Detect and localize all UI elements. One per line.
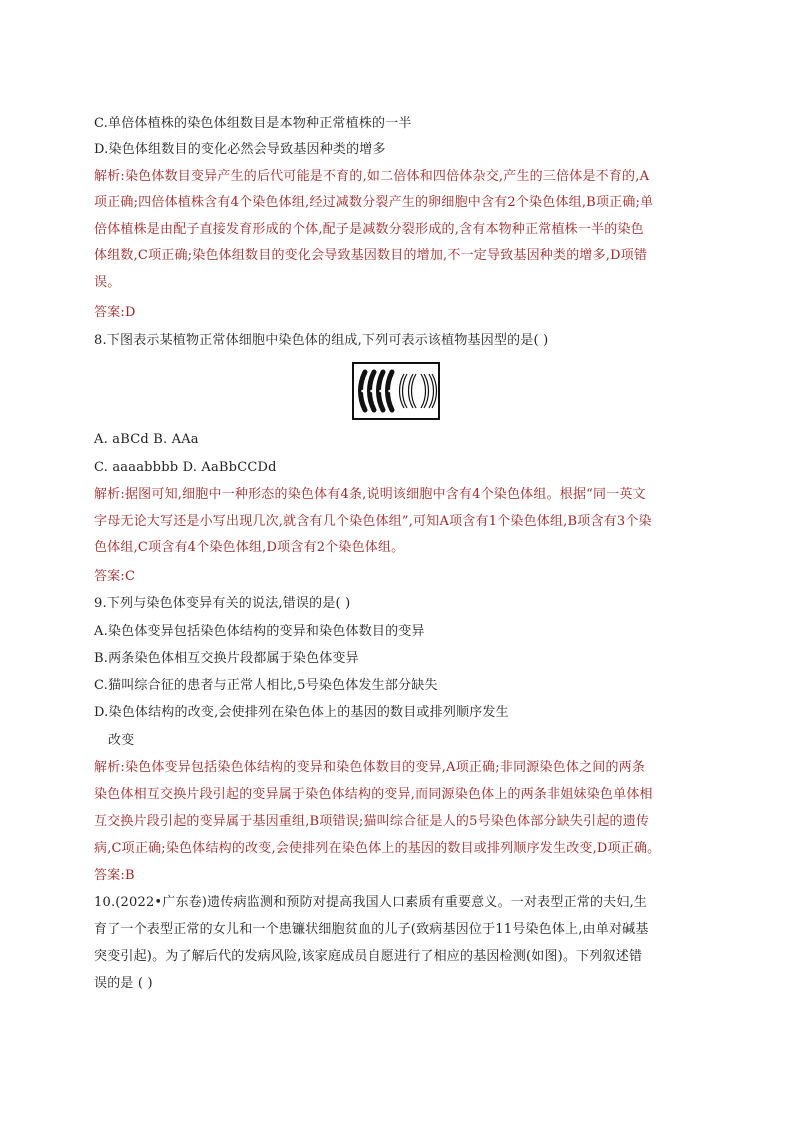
q7-option-d: D.染色体组数目的变化必然会导致基因种类的增多 (94, 142, 386, 157)
q7-answer: 答案:D (94, 305, 136, 320)
q8-analysis-line: 解析:据图可知,细胞中一种形态的染色体有4条,说明该细胞中含有4个染色体组。根据“同一英文 (94, 487, 646, 502)
q9-analysis-line: 解析:染色体变异包括染色体结构的变异和染色体数目的变异,A项正确;非同源染色体之间的两条 (94, 760, 646, 775)
q7-analysis-line: 项正确;四倍体植株含有4个染色体组,经过减数分裂产生的卵细胞中含有2个染色体组,B项正确;单 (94, 195, 654, 210)
q9-option-c: C.猫叫综合征的患者与正常人相比,5号染色体发生部分缺失 (94, 678, 438, 693)
q9-option-d: D.染色体结构的改变,会使排列在染色体上的基因的数目或排列顺序发生 (94, 705, 509, 720)
q9-analysis-line: 病,C项正确;染色体结构的改变,会使排列在染色体上的基因的数目或排列顺序发生改变,D项正确。 (94, 841, 661, 856)
q10-stem-line: 10.(2022•广东卷)遗传病监测和预防对提高我国人口素质有重要意义。一对表型正常的夫妇,生 (94, 895, 648, 910)
q9-option-a: A.染色体变异包括染色体结构的变异和染色体数目的变异 (94, 624, 425, 639)
q7-analysis-line: 解析:染色体数目变异产生的后代可能是不育的,如二倍体和四倍体杂交,产生的三倍体是不育的,A (94, 169, 650, 184)
q10-stem-line: 育了一个表型正常的女儿和一个患镰状细胞贫血的儿子(致病基因位于11号染色体上,由单对碱基 (94, 922, 649, 937)
q10-stem-line: 误的是 ( ) (94, 976, 153, 991)
q9-stem: 9.下列与染色体变异有关的说法,错误的是( ) (94, 596, 351, 611)
centromere-dot (370, 390, 373, 393)
q8-answer: 答案:C (94, 569, 136, 584)
centromere-dot (379, 390, 382, 393)
q8-options-row-2: C. aaaabbbb D. AaBbCCDd (94, 460, 277, 475)
q9-option-d-cont: 改变 (108, 733, 135, 748)
chromosome-light-2 (409, 374, 414, 408)
chromosome-light-4 (429, 374, 434, 408)
q8-analysis-line: 字母无论大写还是小写出现几次,就含有几个染色体组”,可知A项含有1个染色体组,B项含有3个染 (94, 514, 652, 529)
q9-analysis-line: 互交换片段引起的变异属于基因重组,B项错误;猫叫综合征是人的5号染色体部分缺失引起的遗传 (94, 814, 650, 829)
q7-analysis-line: 体组数,C项正确;染色体组数目的变化会导致基因数目的增加,不一定导致基因种类的增多,D项错 (94, 248, 648, 263)
q9-analysis-line: 染色体相互交换片段引起的变异属于染色体结构的变异,而同源染色体上的两条非姐妹染色单体相 (94, 787, 653, 802)
chromosome-diagram (354, 364, 438, 418)
q7-analysis-line: 误。 (94, 275, 121, 290)
q8-analysis-line: 色体组,C项含有4个染色体组,D项含有2个染色体组。 (94, 540, 405, 555)
q8-stem: 8.下图表示某植物正常体细胞中染色体的组成,下列可表示该植物基因型的是( ) (94, 333, 549, 348)
q7-analysis-line: 倍体植株是由配子直接发育形成的个体,配子是减数分裂形成的,含有本物种正常植株一半的染色 (94, 222, 644, 237)
q7-option-c: C.单倍体植株的染色体组数目是本物种正常植株的一半 (94, 116, 412, 131)
centromere-dot (361, 390, 364, 393)
centromere-dot (388, 390, 391, 393)
chromosome-light-1 (400, 374, 405, 408)
chromosome-figure (352, 362, 440, 420)
q9-answer: 答案:B (94, 868, 135, 883)
q10-stem-line: 突变引起)。为了解后代的发病风险,该家庭成员自愿进行了相应的基因检测(如图)。下列叙述错 (94, 949, 643, 964)
q8-options-row-1: A. aBCd B. AAa (94, 432, 199, 447)
q9-option-b: B.两条染色体相互交换片段都属于染色体变异 (94, 651, 359, 666)
chromosome-light-3 (421, 374, 426, 408)
